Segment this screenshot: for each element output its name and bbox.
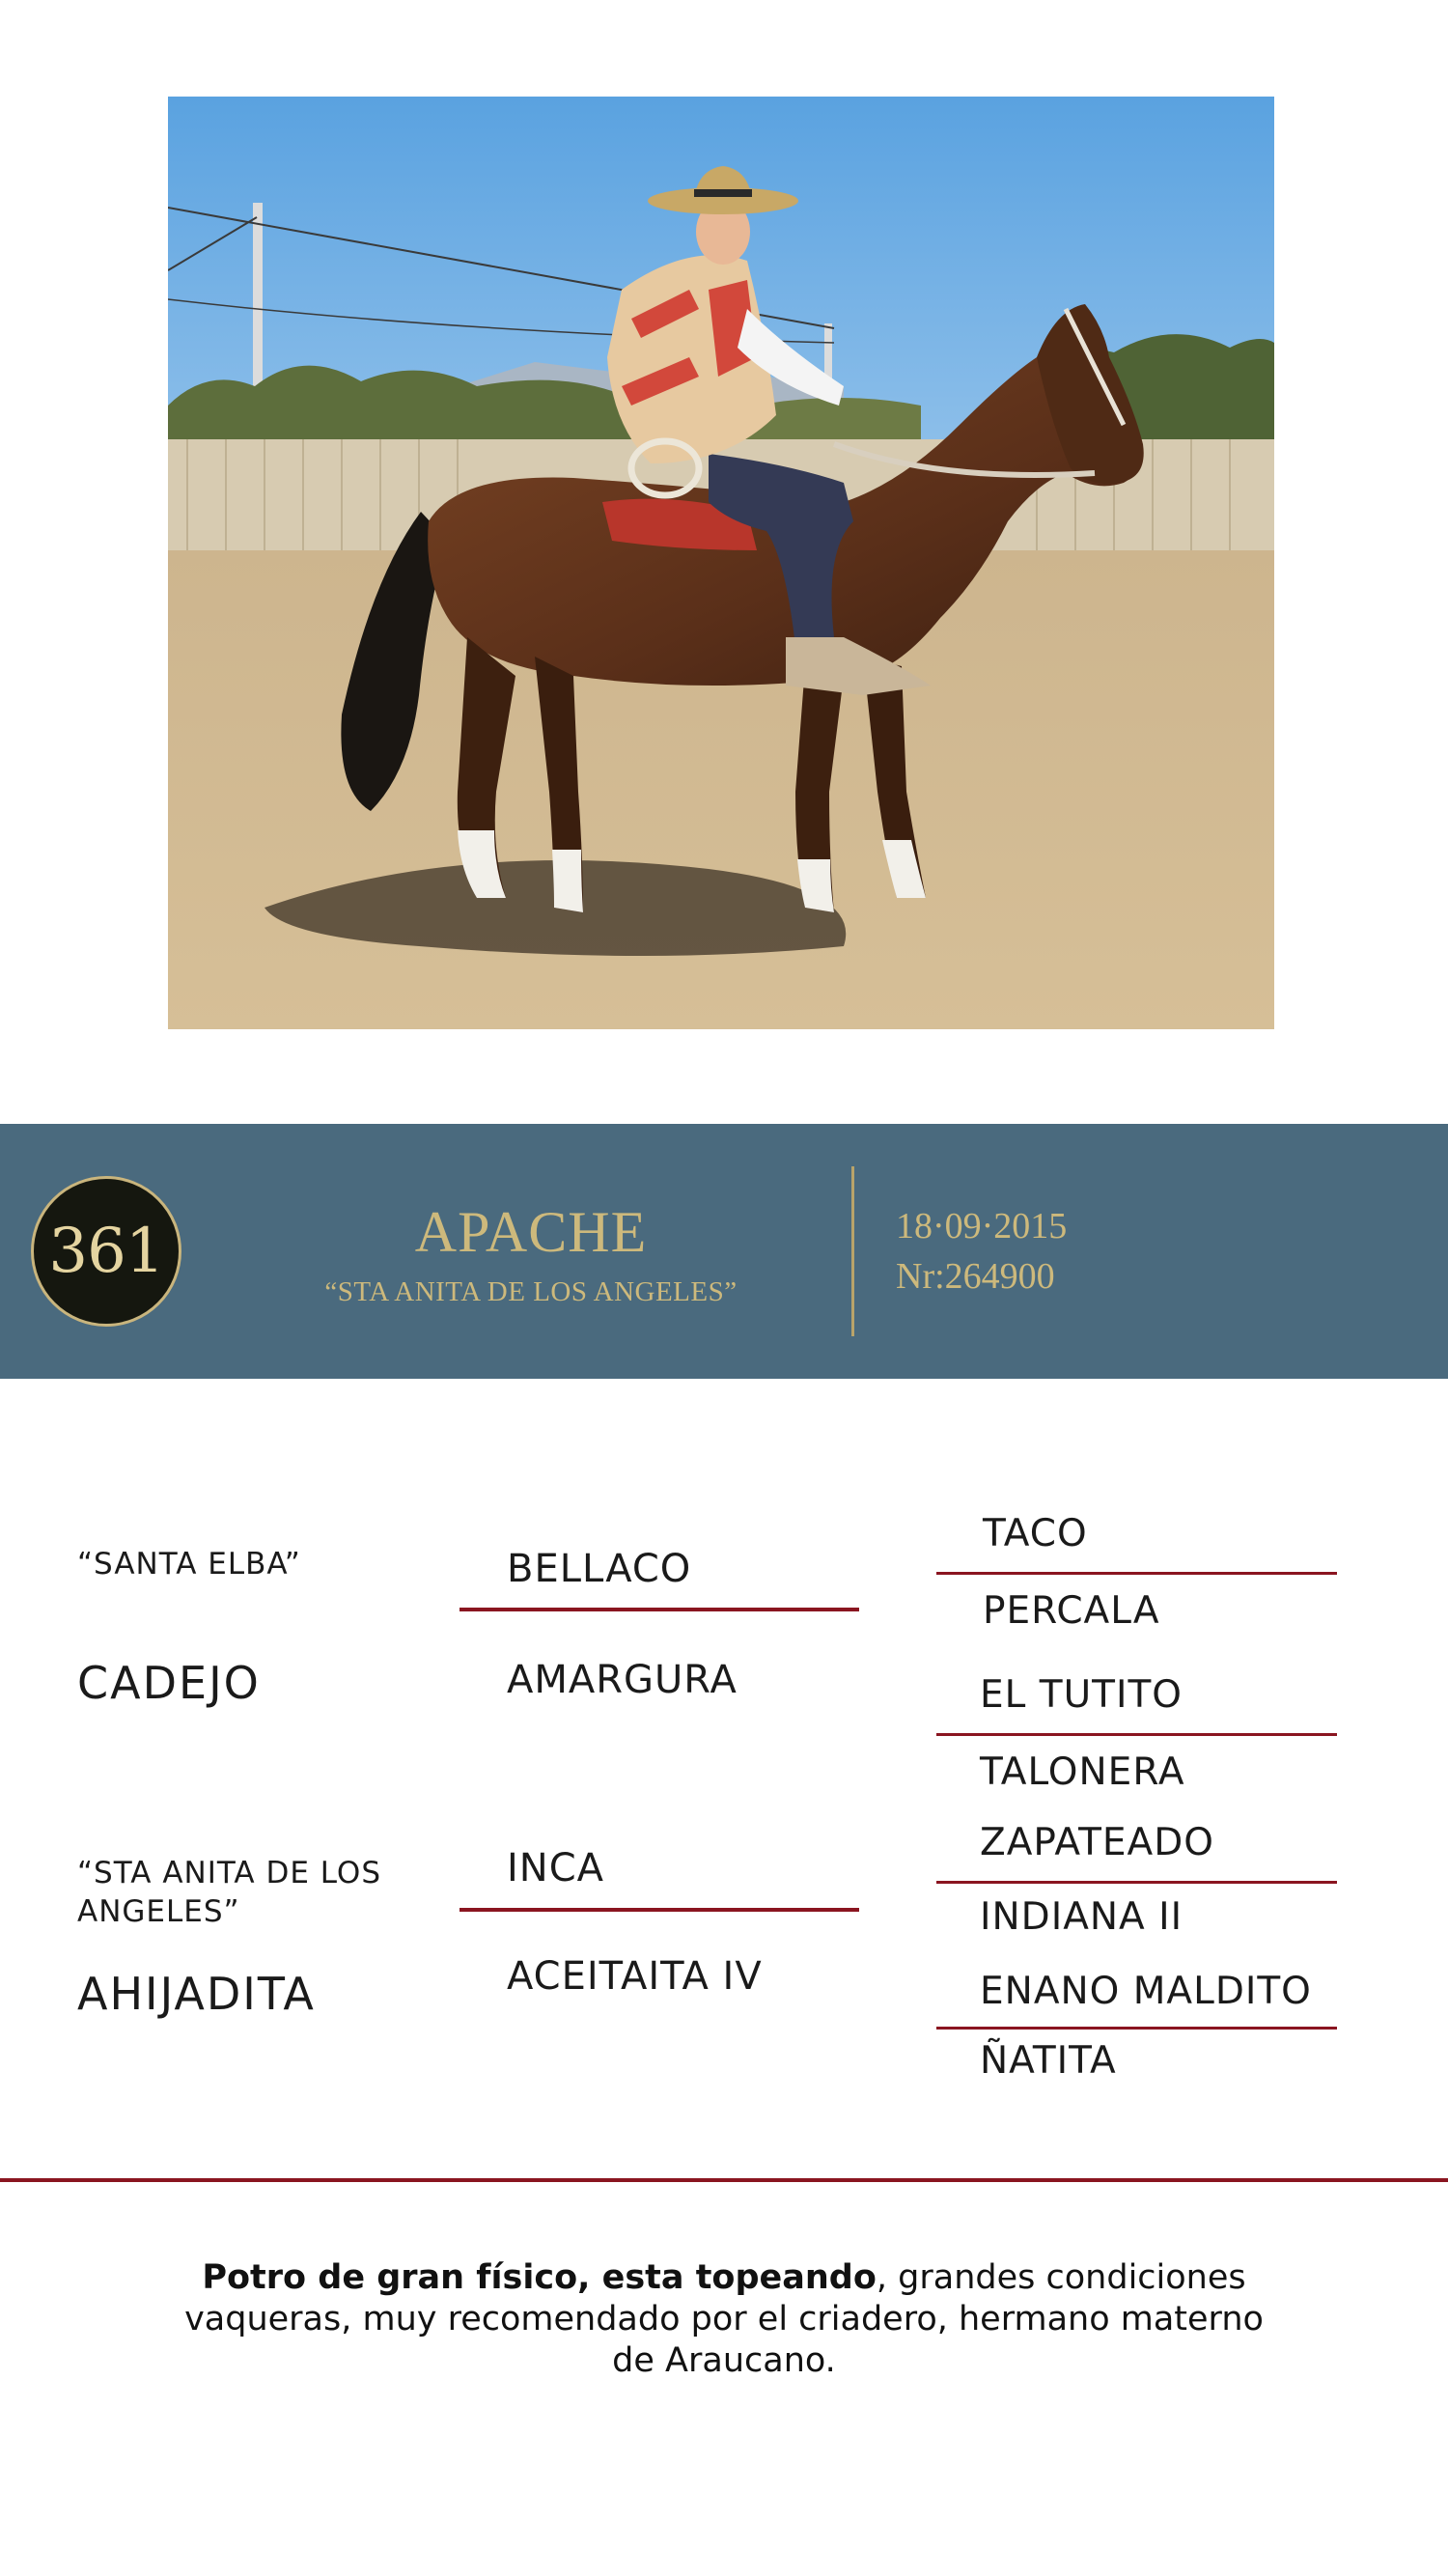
dam-dam-name: ACEITAITA IV [507,1954,763,1999]
dam-dam-grand-divider [936,2027,1337,2030]
sire-sire-dam-name: PERCALA [983,1589,1160,1633]
sire-sire-sire-name: TACO [983,1512,1088,1555]
horse-header-band [0,1124,1448,1379]
lot-number-badge: 361 [31,1176,181,1327]
horse-photo [168,97,1274,1029]
horse-breeder: “STA ANITA DE LOS ANGELES” [324,1276,738,1307]
sire-dam-name: AMARGURA [507,1658,738,1702]
sire-sire-divider [459,1608,859,1611]
header-divider [851,1166,854,1336]
dam-dam-sire-name: ENANO MALDITO [980,1970,1312,2013]
section-divider [0,2178,1448,2182]
dam-sire-grand-divider [936,1881,1337,1884]
dam-dam-dam-name: ÑATITA [980,2039,1117,2083]
horse-description [164,2257,1284,2382]
dam-sire-dam-name: INDIANA II [980,1895,1183,1939]
dam-breeder-line2: ANGELES” [77,1894,240,1929]
sire-sire-grand-divider [936,1572,1337,1575]
dam-sire-divider [459,1908,859,1912]
sire-dam-grand-divider [936,1733,1337,1736]
sire-dam-sire-name: EL TUTITO [980,1673,1183,1717]
birth-date: 18·09·2015 [896,1206,1068,1246]
description-highlight: Potro de gran físico, esta topeando [202,2258,877,2297]
dam-breeder-line1: “STA ANITA DE LOS [77,1856,382,1890]
dam-name: AHIJADITA [77,1968,316,2020]
description-text: , grandes condiciones vaqueras, muy recomendado por el criadero, hermano materno de Araucano. [184,2258,1264,2380]
registration-number: Nr:264900 [896,1256,1055,1297]
sire-sire-name: BELLACO [507,1547,692,1591]
dam-sire-name: INCA [507,1846,605,1890]
sire-breeder: “SANTA ELBA” [77,1547,301,1582]
dam-sire-sire-name: ZAPATEADO [980,1821,1214,1864]
sire-dam-dam-name: TALONERA [980,1750,1185,1794]
horse-name: APACHE [414,1200,648,1264]
sire-name: CADEJO [77,1657,261,1709]
